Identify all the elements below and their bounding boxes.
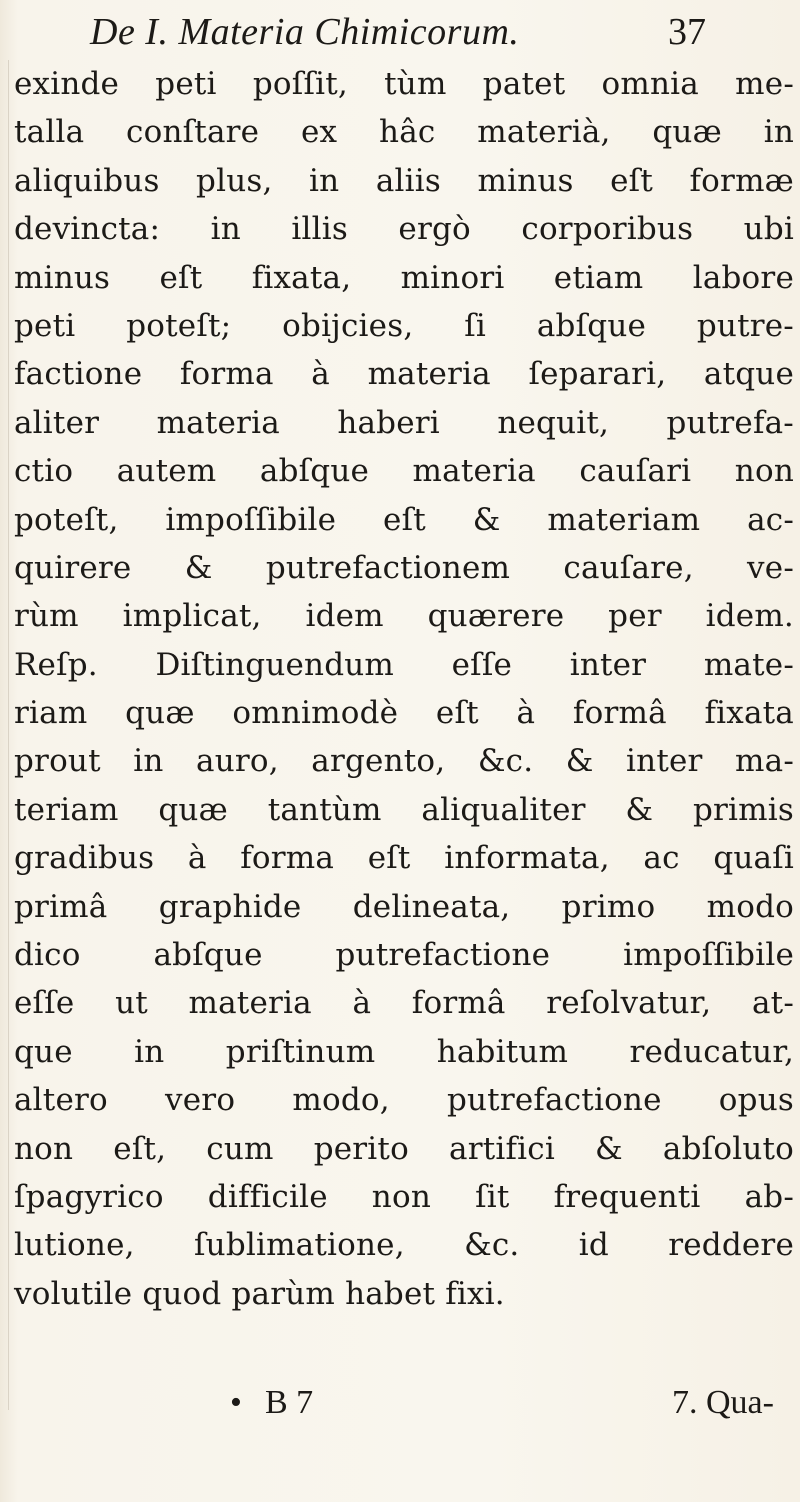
text-line: que in priſtinum habitum reducatur, [14,1033,794,1070]
text-line: primâ graphide delineata, primo modo [14,888,794,925]
text-line: volutile quod parùm habet fixi. [14,1275,505,1312]
text-line: ctio autem abſque materia cauſari non [14,453,794,490]
body-text [14,60,794,1318]
text-line: altero vero modo, putrefactione opus [14,1082,794,1119]
gutter-shadow [8,60,9,1410]
text-line: lutione, ſublimatione, &c. id reddere [14,1227,794,1264]
text-line: devincta: in illis ergò corporibus ubi [14,211,794,248]
text-line: ſpagyrico difficile non ſit frequenti ab- [14,1178,794,1215]
running-head: De I. Materia Chimicorum. [90,11,520,53]
text-line: exinde peti poſſit, tùm patet omnia me- [14,66,794,102]
text-line: quirere & putrefactionem cauſare, ve- [14,549,794,586]
text-line: poteſt, impoſſibile eſt & materiam ac- [14,501,794,538]
catchword: 7. Qua- [672,1384,774,1421]
text-line: rùm implicat, idem quærere per idem. [14,598,794,635]
text-line: teriam quæ tantùm aliqualiter & primis [14,791,794,828]
page-footer [0,1384,800,1434]
text-line: talla conſtare ex hâc materià, quæ in [14,114,794,151]
text-line: factione forma à materia ſeparari, atque [14,356,794,393]
page-number: 37 [668,11,706,53]
text-line: peti poteſt; obijcies, ſi abſque putre- [14,307,794,344]
text-line: eſſe ut materia à formâ reſolvatur, at- [14,985,794,1022]
text-line: minus eſt fixata, minori etiam labore [14,259,794,296]
text-line: prout in auro, argento, &c. & inter ma- [14,743,794,780]
text-line: riam quæ omnimodè eſt à formâ fixata [14,695,794,732]
page-header [0,10,800,56]
text-line: aliquibus plus, in aliis minus eſt formæ [14,162,794,199]
text-line: non eſt, cum perito artifici & abſoluto [14,1130,794,1167]
text-line: Reſp. Diſtinguendum eſſe inter mate- [14,646,794,683]
text-line: gradibus à forma eſt informata, ac quaſi [14,840,794,877]
footer-bullet: • [230,1384,242,1421]
signature-mark: B 7 [265,1384,314,1421]
text-line: aliter materia haberi nequit, putrefa- [14,404,794,441]
text-line: dico abſque putrefactione impoſſibile [14,937,794,974]
